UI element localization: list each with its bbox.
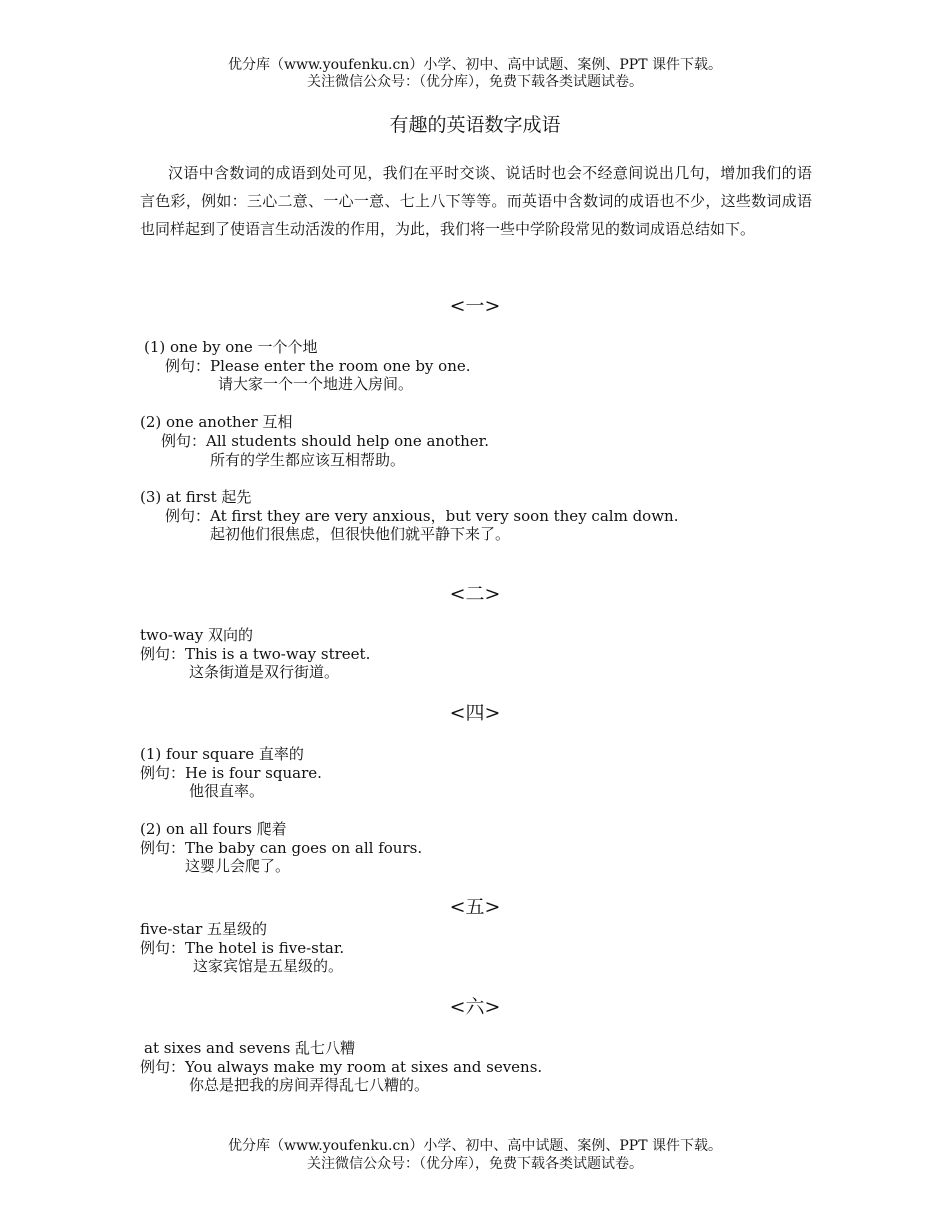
entry-term: (3) at first 起先 — [140, 488, 252, 506]
footer-line-2: 关注微信公众号：（优分库），免费下载各类试题试卷。 — [307, 1156, 643, 1172]
intro-paragraph: 汉语中含数词的成语到处可见，我们在平时交谈、说话时也会不经意间说出几句，增加我们的语言色彩，例如：三心二意、一心一意、七上八下等等。而英语中含数词的成语也不少，这些数词成语也同样起到了使语言生动活泼的作用，为此，我们将一些中学阶段常见的数词成语总结如下。 — [140, 164, 812, 238]
entry-term: (2) one another 互相 — [140, 413, 293, 431]
entry-translation: 这条街道是双行街道。 — [189, 663, 340, 681]
entry-term: at sixes and sevens 乱七八糟 — [144, 1039, 356, 1057]
entry-example: 例句：The hotel is five-star. — [140, 939, 345, 957]
footer-line-1: 优分库（www.youfenku.cn）小学、初中、高中试题、案例、PPT 课件下载。 — [227, 1138, 722, 1154]
entry-translation: 所有的学生都应该互相帮助。 — [210, 451, 406, 469]
section-heading-two: <二> — [449, 583, 501, 605]
entry-term: (1) one by one 一个个地 — [144, 338, 318, 356]
entry-translation: 你总是把我的房间弄得乱七八糟的。 — [189, 1076, 430, 1094]
entry-example: 例句：Please enter the room one by one. — [165, 357, 471, 375]
entry-translation: 起初他们很焦虑，但很快他们就平静下来了。 — [210, 525, 511, 543]
section-heading-four: <四> — [449, 702, 501, 724]
entry-example: 例句：At first they are very anxious，but very soon they calm down. — [165, 507, 679, 525]
entry-translation: 请大家一个一个地进入房间。 — [218, 375, 414, 393]
entry-example: 例句：You always make my room at sixes and sevens. — [140, 1058, 543, 1076]
section-heading-five: <五> — [449, 896, 501, 918]
section-heading-six: <六> — [449, 996, 501, 1018]
section-heading-one: <一> — [449, 295, 501, 317]
entry-translation: 这家宾馆是五星级的。 — [193, 957, 344, 975]
entry-translation: 他很直率。 — [189, 782, 265, 800]
entry-example: 例句：The baby can goes on all fours. — [140, 839, 423, 857]
entry-translation: 这婴儿会爬了。 — [185, 857, 291, 875]
entry-example: 例句：This is a two-way street. — [140, 645, 371, 663]
page-title: 有趣的英语数字成语 — [389, 114, 561, 136]
entry-term: (1) four square 直率的 — [140, 745, 304, 763]
entry-term: five-star 五星级的 — [140, 920, 268, 938]
entry-example: 例句：All students should help one another. — [161, 432, 489, 450]
header-line-2: 关注微信公众号：（优分库），免费下载各类试题试卷。 — [307, 74, 643, 90]
entry-term: (2) on all fours 爬着 — [140, 820, 287, 838]
entry-example: 例句：He is four square. — [140, 764, 322, 782]
header-line-1: 优分库（www.youfenku.cn）小学、初中、高中试题、案例、PPT 课件下载。 — [227, 57, 722, 73]
entry-term: two-way 双向的 — [140, 626, 253, 644]
